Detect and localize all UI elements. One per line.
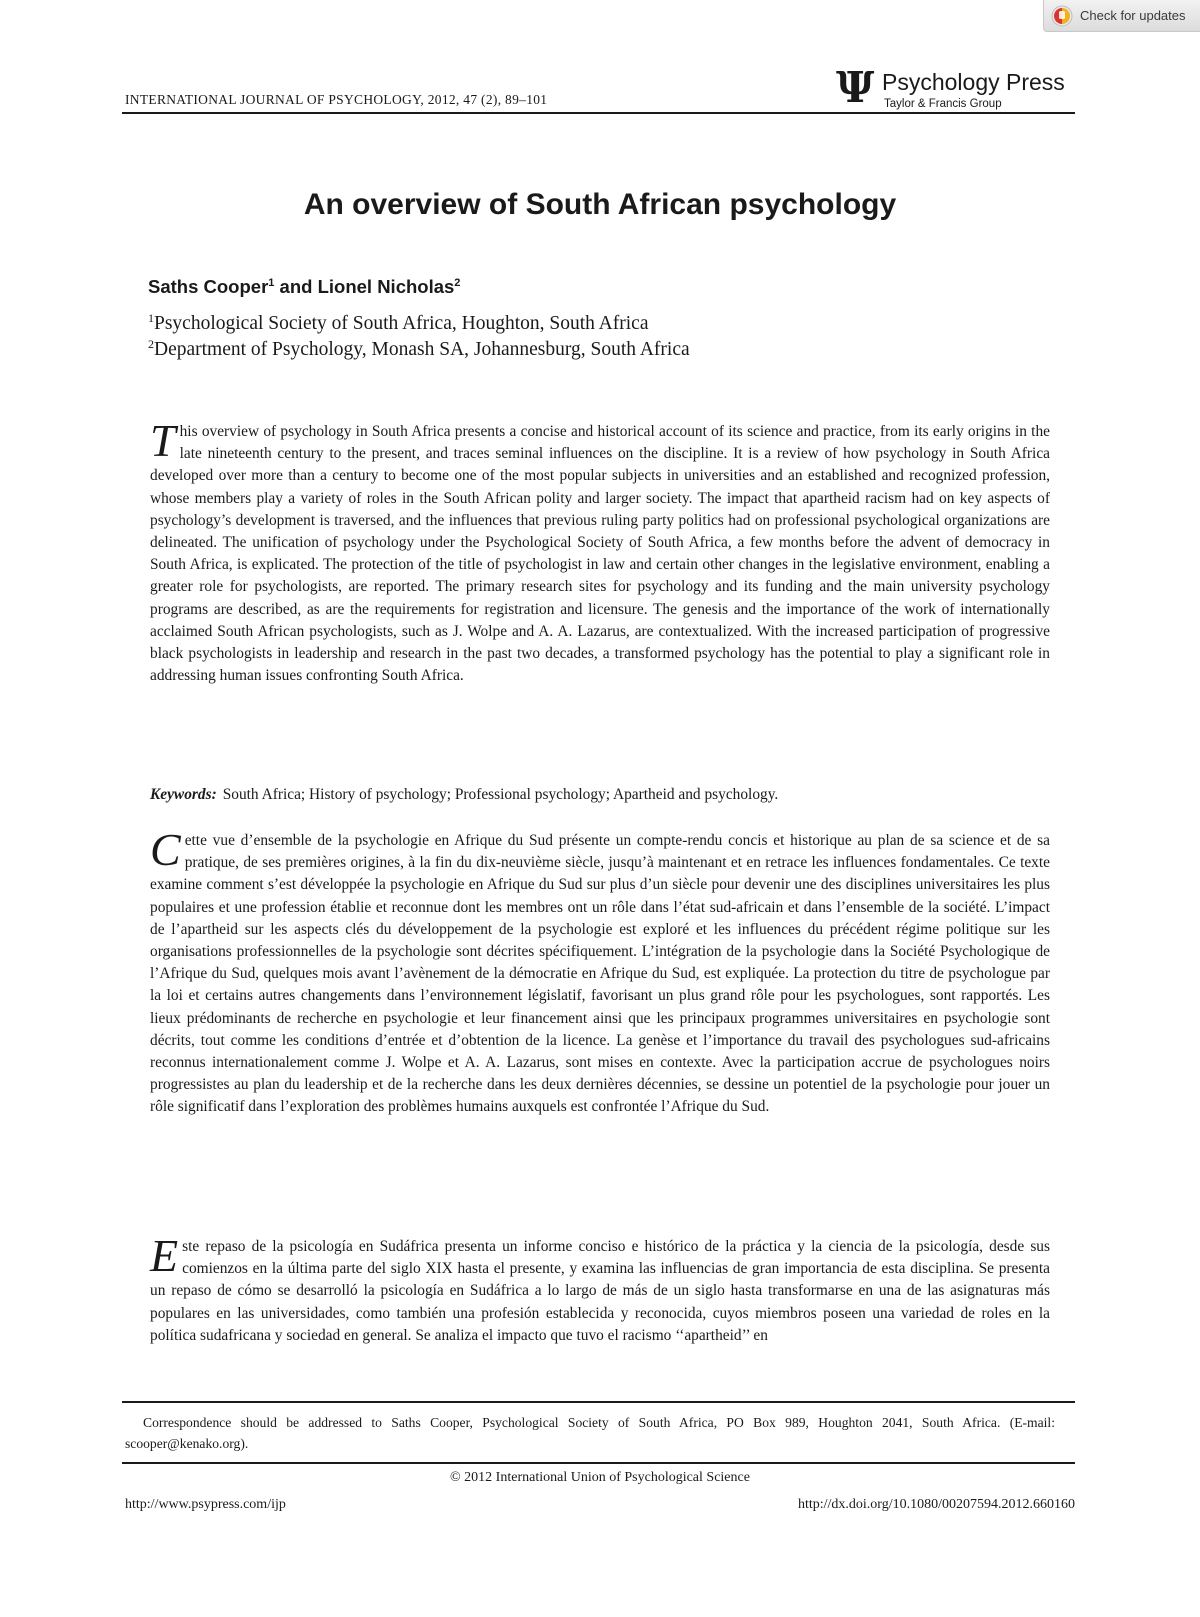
publisher-logo [836, 63, 1081, 118]
keywords-text: South Africa; History of psychology; Professional psychology; Apartheid and psychology. [222, 786, 779, 803]
dropcap: T [150, 415, 176, 466]
abstract-french [150, 824, 1050, 1119]
dropcap: C [150, 824, 181, 875]
crossmark-icon [1051, 5, 1073, 27]
affiliation-sup: 1 [148, 311, 154, 325]
journal-citation: INTERNATIONAL JOURNAL OF PSYCHOLOGY, 2012, 47 (2), 89–101 [125, 92, 548, 107]
copyright-rule [122, 1462, 1075, 1464]
check-for-updates-button[interactable] [1043, 0, 1200, 32]
header-rule [122, 112, 1075, 114]
affiliation-sup: 2 [148, 337, 154, 351]
footnote-rule [122, 1401, 1075, 1403]
correspondence-note: Correspondence should be addressed to Saths Cooper, Psychological Society of South Africa, PO Box 989, Houghton 2041, South Africa. (E-mail: scooper@kenako.org). [125, 1415, 1055, 1451]
affiliation-1 [148, 311, 648, 335]
abstract-text: ette vue d’ensemble de la psychologie en Afrique du Sud présente un compte-rendu concis et historique au plan de sa science et de sa pratique, de ses premières origines, à la fin du dix-neuvième siècle, jusqu’à maintenant et en retrace les influences fondamentales. Ce texte examine comment s’est développée la psychologie en Afrique du Sud sur plus d’un siècle pour devenir une des disciplines universitaires les plus populaires et une profession établie et reconnue dont les membres ont un rôle dans l’état sud-africain et dans l’ensemble de la société. L’impact de l’apartheid sur les aspects clés du développement de la psychologie est exploré et les influences du précédent régime politique sur les organisations professionnelles de la psychologie sont décrites spécifiquement. L’intégration de la psychologie dans la Société Psychologique de l’Afrique du Sud, quelques mois avant l’avènement de la démocratie en Afrique du Sud, est expliquée. La protection du titre de psychologue par la loi et certains autres changements dans l’environnement législatif, favorisant un plus grand rôle pour les psychologues, sont rapportés. Les lieux prédominants de recherche en psychologie et leur financement ainsi que les principaux programmes universitaires en psychologie sont décrits, tout comme les conditions d’entrée et d’obtention de la licence. La genèse et l’importance du travail des psychologues sud-africains reconnus internationalement comme J. Wolpe et A. A. Lazarus, sont mises en contexte. Avec la participation accrue de psychologues noirs progressistes au plan du leadership et de la recherche dans les deux dernières décennies, se dessine un potentiel de la psychologie pour jouer un rôle significatif dans l’exploration des problèmes humains auxquels est confrontée l’Afrique du Sud. [150, 832, 1050, 1116]
affiliation-text: Psychological Society of South Africa, Houghton, South Africa [154, 313, 649, 334]
dropcap: E [150, 1230, 179, 1281]
abstract-english [150, 415, 1050, 687]
publisher-group: Taylor & Francis Group [884, 98, 1002, 110]
copyright-notice: © 2012 International Union of Psychological Science [450, 1470, 750, 1485]
author-list [148, 276, 460, 298]
journal-url-link[interactable]: http://www.psypress.com/ijp [125, 1497, 286, 1512]
doi-link[interactable]: http://dx.doi.org/10.1080/00207594.2012.660160 [797, 1497, 1075, 1512]
author-sup: 1 [268, 277, 275, 289]
psi-logo-icon: Ψ [836, 63, 875, 112]
publisher-name: Psychology Press [882, 69, 1065, 95]
abstract-text: his overview of psychology in South Africa presents a concise and historical account of its science and practice, from its early origins in the late nineteenth century to the present, and traces seminal influences on the discipline. It is a review of how psychology in South Africa developed over more than a century to become one of the most popular subjects in universities and an established and recognized profession, whose members play a variety of roles in the South African polity and larger society. The impact that apartheid racism had on key aspects of psychology’s development is traversed, and the influences that previous ruling party politics had on professional psychological organizations are delineated. The unification of psychology under the Psychological Society of South Africa, a few months before the advent of democracy in South Africa, is explicated. The protection of the title of psychologist in law and certain other changes in the legislative environment, enabling a greater role for psychologists, are reported. The primary research sites for psychology and its funding and the main university psychology programs are described, as are the requirements for registration and licensure. The genesis and the importance of the work of internationally acclaimed South African psychologists, such as J. Wolpe and A. A. Lazarus, are contextualized. With the increased participation of progressive black psychologists in leadership and research in the past two decades, a transformed psychology has the potential to play a significant role in addressing human issues confronting South Africa. [150, 423, 1050, 685]
author-sup: 2 [454, 277, 461, 289]
affiliation-2 [148, 337, 690, 361]
article-title: An overview of South African psychology [303, 188, 897, 221]
check-for-updates-label: Check for updates [1080, 8, 1186, 23]
author-connector: and [279, 276, 313, 297]
abstract-text: ste repaso de la psicología en Sudáfrica presenta un informe conciso e histórico de la práctica y la ciencia de la psicología, desde sus comienzos en la última parte del siglo XIX hasta el presente, y examina las influencias de gran importancia de esta disciplina. Se presenta un repaso de cómo se desarrolló la psicología en Sudáfrica a lo largo de más de un siglo hasta transformarse en una de las asignaturas más populares en las universidades, como también una profesión establecida y reconocida, cuyos miembros poseen una variedad de roles en la política sudafricana y sociedad en general. Se analiza el impacto que tuvo el racismo ‘‘apartheid’’ en [150, 1238, 1050, 1344]
author-name: Saths Cooper [148, 276, 269, 297]
author-name: Lionel Nicholas [317, 276, 455, 297]
keywords-label: Keywords: [150, 786, 217, 803]
affiliation-text: Department of Psychology, Monash SA, Johannesburg, South Africa [154, 339, 690, 360]
keywords [150, 786, 778, 804]
abstract-spanish [150, 1230, 1050, 1347]
